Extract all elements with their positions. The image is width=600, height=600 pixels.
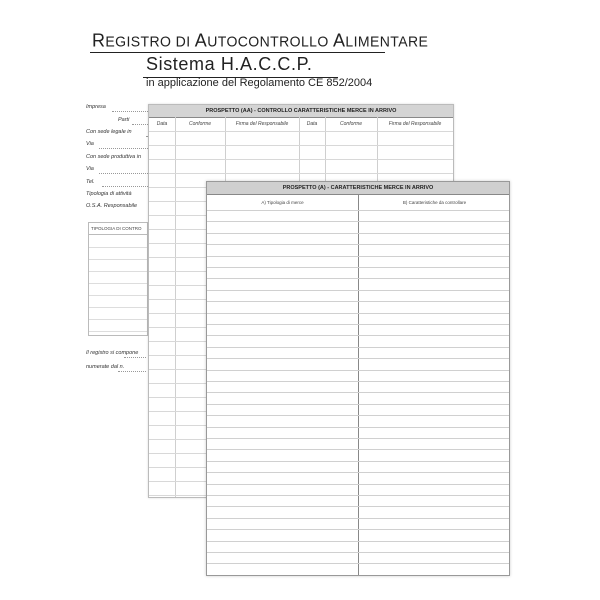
a-table-row [207, 472, 509, 473]
a-table-row [207, 335, 509, 336]
info-field-dots [99, 173, 148, 174]
aa-table-row [149, 145, 453, 146]
a-table-row [207, 290, 509, 291]
a-table-row [207, 449, 509, 450]
system-title: Sistema H.A.C.C.P. [146, 54, 313, 74]
control-type-row [89, 307, 147, 308]
a-table-row [207, 529, 509, 530]
column-merchandise-type: A) Tipologia di merce [261, 200, 304, 205]
info-field-dots [99, 148, 148, 149]
info-field-label: Parti [118, 117, 130, 123]
info-field-dots [102, 186, 148, 187]
aa-table-row [149, 173, 453, 174]
control-type-row [89, 283, 147, 284]
a-table-row [207, 541, 509, 542]
a-table-row [207, 427, 509, 428]
a-table-row [207, 267, 509, 268]
a-table-row [207, 301, 509, 302]
a-table-row [207, 244, 509, 245]
a-table-row [207, 233, 509, 234]
a-table-row [207, 358, 509, 359]
control-type-row [89, 295, 147, 296]
control-type-row [89, 319, 147, 320]
a-table-row [207, 324, 509, 325]
info-field-dots [112, 111, 148, 112]
characteristics-sheet-a [206, 181, 510, 576]
column-characteristics: B) Caratteristiche da controllare [402, 200, 467, 205]
info-field-label: O.S.A. Responsabile [86, 203, 138, 209]
info-field-dots [132, 124, 148, 125]
a-table-row [207, 404, 509, 405]
a-table-row [207, 370, 509, 371]
a-table-row [207, 461, 509, 462]
a-table-row [207, 563, 509, 564]
title-underline [90, 52, 385, 53]
a-table-row [207, 221, 509, 222]
register-composition-text: Il registro si compone [86, 350, 139, 356]
info-field-label: Tel. [86, 179, 95, 185]
control-type-row [89, 271, 147, 272]
aa-column-header: Firma del Responsabile [235, 121, 289, 127]
control-type-table [88, 222, 148, 336]
info-field-label: Via [86, 166, 94, 172]
info-field-label: Tipologia di attività [86, 191, 132, 197]
aa-column-header: Data [306, 121, 318, 127]
info-field-label: Via [86, 141, 94, 147]
aa-table-row [149, 131, 453, 132]
control-type-header: TIPOLOGIA DI CONTRO [89, 223, 147, 235]
control-sheet-aa-header: PROSPETTO (AA) - CONTROLLO CARATTERISTICHE MERCE IN ARRIVO [149, 105, 453, 118]
info-field-label: Con sede produttiva in [86, 154, 142, 160]
a-table-row [207, 495, 509, 496]
document-title: REGISTRO DI AUTOCONTROLLO ALIMENTARE [92, 29, 429, 51]
aa-column-header: Conforme [340, 121, 362, 127]
aa-column-divider [175, 117, 176, 497]
numbered-from-text: numerate dal n. [86, 364, 125, 370]
a-table-row [207, 552, 509, 553]
a-table-row [207, 518, 509, 519]
aa-column-header: Firma del Responsabile [388, 121, 442, 127]
regulation-subtitle: in applicazione del Regolamento CE 852/2004 [146, 77, 373, 89]
a-table-row [207, 506, 509, 507]
a-table-row [207, 256, 509, 257]
control-type-row [89, 259, 147, 260]
a-table-row [207, 392, 509, 393]
aa-column-header: Conforme [189, 121, 211, 127]
aa-table-row [149, 159, 453, 160]
a-table-row [207, 381, 509, 382]
a-table-row [207, 415, 509, 416]
info-field-label: Con sede legale in [86, 129, 132, 135]
control-type-row [89, 331, 147, 332]
a-table-row [207, 210, 509, 211]
a-table-row [207, 313, 509, 314]
a-table-row [207, 438, 509, 439]
aa-column-header: Data [156, 121, 168, 127]
a-table-row [207, 347, 509, 348]
a-table-row [207, 484, 509, 485]
a-table-row [207, 278, 509, 279]
characteristics-sheet-a-header: PROSPETTO (A) - CARATTERISTICHE MERCE IN ARRIVO [207, 182, 509, 195]
control-type-row [89, 247, 147, 248]
info-field-label: Impresa [86, 104, 106, 110]
